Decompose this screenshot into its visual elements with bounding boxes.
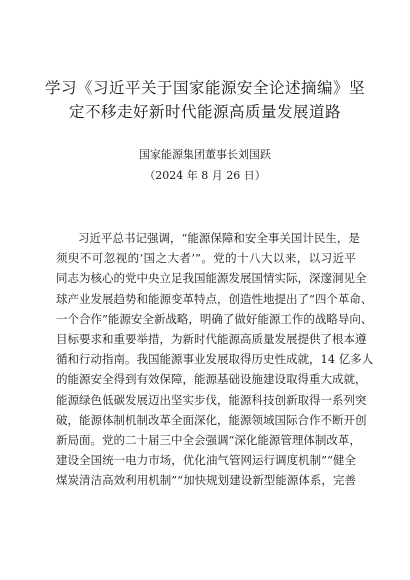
paragraph-line: 建设全国统一电力市场，优化油气管网运行调度机制”“健全 — [56, 453, 356, 468]
paragraph-line: 一个合作”能源安全新战略，明确了做好能源工作的战略导向、 — [56, 311, 373, 326]
author-line: 国家能源集团董事长刘国跃 — [139, 148, 271, 161]
paragraph-line: 循和行动指南。我国能源事业发展取得历史性成就，14 亿多人 — [56, 352, 374, 367]
paragraph-line: 球产业发展趋势和能源变革特点，创造性地提出了“四个革命、 — [56, 291, 373, 306]
paragraph-line: 煤炭清洁高效利用机制”“加快规划建设新型能源体系，完善 — [56, 473, 356, 488]
paragraph-line: 新局面。党的二十届三中全会强调“深化能源管理体制改革， — [56, 432, 361, 447]
paragraph-line: 习近平总书记强调，“能源保障和安全事关国计民生，是 — [78, 231, 360, 245]
document-title — [30, 76, 380, 124]
paragraph-line: 同志为核心的党中央立足我国能源发展国情实际，深邃洞见全 — [56, 271, 367, 286]
paragraph-line: 的能源安全得到有效保障，能源基础设施建设取得重大成就， — [56, 372, 367, 387]
paragraph-line: 能源绿色低碳发展迈出坚实步伐，能源科技创新取得一系列突 — [56, 392, 367, 407]
paragraph-line: 破，能源体制机制改革全面深化，能源领域国际合作不断开创 — [56, 412, 367, 427]
paragraph-line: 目标要求和重要举措，为新时代能源高质量发展提供了根本遵 — [56, 331, 367, 346]
title-line-1: 学习《习近平关于国家能源安全论述摘编》坚 — [44, 79, 365, 97]
body-paragraph — [56, 228, 374, 490]
date-line: （2024 年 8 月 26 日） — [144, 169, 266, 182]
title-line-2: 定不移走好新时代能源高质量发展道路 — [68, 103, 341, 121]
paragraph-line: 须臾不可忽视的‘国之大者’”。党的十八大以来，以习近平 — [56, 251, 356, 266]
